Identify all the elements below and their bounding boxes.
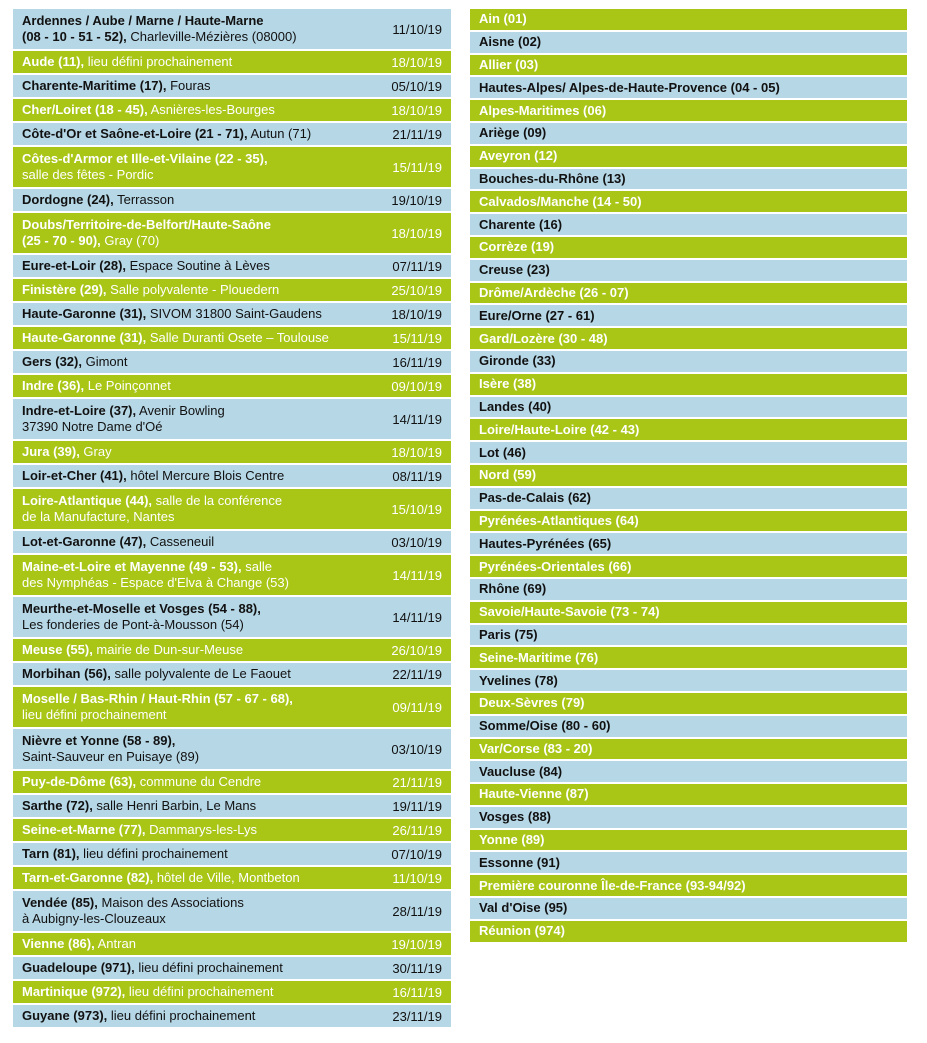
event-date: 19/10/19 [391, 192, 442, 208]
department-name: Pyrénées-Atlantiques (64) [479, 512, 639, 528]
venue: commune du Cendre [136, 774, 262, 789]
table-row [13, 555, 451, 597]
list-item [470, 397, 907, 420]
list-item [470, 533, 907, 556]
venue: Gray (70) [100, 233, 160, 248]
list-item [470, 351, 907, 374]
venue-line2: de la Manufacture, Nantes [22, 509, 175, 524]
table-row [13, 375, 451, 399]
event-date: 15/10/19 [391, 501, 442, 517]
department-name: Alpes-Maritimes (06) [479, 102, 607, 118]
department-name: Vosges (88) [479, 809, 552, 825]
department-name: Val d'Oise (95) [479, 900, 568, 916]
venue: Gimont [81, 354, 128, 369]
department-name: Essonne (91) [479, 854, 560, 870]
department-name: Doubs/Territoire-de-Belfort/Haute-Saône [22, 217, 271, 232]
list-item [470, 191, 907, 214]
table-row [13, 351, 451, 375]
table-row [13, 327, 451, 351]
venue: lieu défini prochainement [134, 960, 283, 975]
list-item [470, 77, 907, 100]
right-departments-list [470, 9, 907, 944]
list-item [470, 146, 907, 169]
event-date: 15/11/19 [392, 159, 442, 175]
department-name: Réunion (974) [479, 923, 565, 939]
table-row [13, 957, 451, 981]
venue: Avenir Bowling [136, 403, 225, 418]
department-name: Tarn (81), [22, 846, 80, 861]
department-name: Vaucluse (84) [479, 763, 563, 779]
venue: lieu défini prochainement [125, 984, 274, 999]
venue: Antran [94, 936, 136, 951]
event-date: 21/11/19 [392, 126, 442, 142]
list-item [470, 328, 907, 351]
event-date: 16/11/19 [392, 984, 442, 1000]
table-row [13, 771, 451, 795]
event-date: 18/10/19 [391, 306, 442, 322]
department-name: Nord (59) [479, 467, 537, 483]
table-row [13, 255, 451, 279]
table-row [13, 531, 451, 555]
table-row [13, 819, 451, 843]
list-item [470, 921, 907, 944]
event-date: 16/11/19 [392, 354, 442, 370]
list-item [470, 511, 907, 534]
department-name: Lot-et-Garonne (47), [22, 534, 147, 549]
list-item [470, 556, 907, 579]
list-item [470, 739, 907, 762]
event-date: 11/10/19 [392, 21, 442, 37]
department-name: Charente (16) [479, 216, 563, 232]
table-row [13, 729, 451, 771]
table-row [13, 189, 451, 213]
department-name: Ariège (09) [479, 125, 547, 141]
table-row [13, 123, 451, 147]
event-date: 18/10/19 [391, 102, 442, 118]
department-name: Ardennes / Aube / Marne / Haute-Marne [22, 13, 264, 28]
list-item [470, 419, 907, 442]
table-row [13, 663, 451, 687]
venue: Dammarys-les-Lys [145, 822, 258, 837]
table-row [13, 1005, 451, 1029]
table-row [13, 441, 451, 465]
venue: lieu défini prochainement [107, 1008, 256, 1023]
department-name: Somme/Oise (80 - 60) [479, 718, 611, 734]
left-events-table [13, 9, 451, 1029]
department-name: Tarn-et-Garonne (82), [22, 870, 154, 885]
department-name: Guyane (973), [22, 1008, 108, 1023]
department-name: Haute-Garonne (31), [22, 330, 147, 345]
list-item [470, 442, 907, 465]
event-date: 03/10/19 [391, 741, 442, 757]
list-item [470, 875, 907, 898]
venue-line2: des Nymphéas - Espace d'Elva à Change (53) [22, 575, 289, 590]
department-name: Indre (36), [22, 378, 85, 393]
event-date: 05/10/19 [391, 78, 442, 94]
venue: salle [241, 559, 272, 574]
list-item [470, 169, 907, 192]
event-date: 15/11/19 [392, 330, 442, 346]
department-name: Lot (46) [479, 444, 526, 460]
department-name: Seine-Maritime (76) [479, 649, 599, 665]
venue-line2: lieu défini prochainement [22, 707, 167, 722]
department-name: Aisne (02) [479, 34, 542, 50]
table-row [13, 213, 451, 255]
list-item [470, 283, 907, 306]
event-date: 18/10/19 [391, 444, 442, 460]
department-name: Nièvre et Yonne (58 - 89), [22, 733, 176, 748]
department-name: Haute-Garonne (31), [22, 306, 147, 321]
department-name: Gironde (33) [479, 353, 556, 369]
list-item [470, 123, 907, 146]
venue: salle de la conférence [152, 493, 283, 508]
venue: salle Henri Barbin, Le Mans [92, 798, 257, 813]
department-name: Meuse (55), [22, 642, 93, 657]
table-row [13, 399, 451, 441]
department-name: Eure-et-Loir (28), [22, 258, 127, 273]
list-item [470, 716, 907, 739]
department-name: Ain (01) [479, 11, 527, 27]
department-name: Gers (32), [22, 354, 82, 369]
venue: Salle polyvalente - Plouedern [106, 282, 280, 297]
table-row [13, 51, 451, 75]
department-name: Moselle / Bas-Rhin / Haut-Rhin (57 - 67 - 68), [22, 691, 293, 706]
event-date: 07/11/19 [392, 258, 442, 274]
list-item [470, 807, 907, 830]
department-name: Morbihan (56), [22, 666, 111, 681]
venue: Espace Soutine à Lèves [126, 258, 270, 273]
table-row [13, 465, 451, 489]
venue-line2: salle des fêtes - Pordic [22, 167, 154, 182]
event-date: 26/10/19 [391, 642, 442, 658]
department-name: Var/Corse (83 - 20) [479, 740, 593, 756]
venue-line2: 37390 Notre Dame d'Oé [22, 419, 163, 434]
department-name: Allier (03) [479, 56, 539, 72]
department-name: Loire-Atlantique (44), [22, 493, 153, 508]
department-name: Martinique (972), [22, 984, 126, 999]
department-name: Yonne (89) [479, 832, 545, 848]
venue: mairie de Dun-sur-Meuse [92, 642, 244, 657]
event-date: 26/11/19 [392, 822, 442, 838]
table-row [13, 303, 451, 327]
department-name: Vienne (86), [22, 936, 95, 951]
list-item [470, 214, 907, 237]
department-name: Pyrénées-Orientales (66) [479, 558, 632, 574]
list-item [470, 305, 907, 328]
event-date: 09/10/19 [391, 378, 442, 394]
table-row [13, 597, 451, 639]
table-row [13, 843, 451, 867]
department-name: Loire/Haute-Loire (42 - 43) [479, 421, 640, 437]
event-date: 25/10/19 [391, 282, 442, 298]
list-item [470, 465, 907, 488]
event-date: 18/10/19 [391, 225, 442, 241]
department-name: Pas-de-Calais (62) [479, 490, 591, 506]
event-date: 19/11/19 [392, 798, 442, 814]
event-date: 28/11/19 [392, 903, 442, 919]
department-name: Indre-et-Loire (37), [22, 403, 137, 418]
event-date: 11/10/19 [392, 870, 442, 886]
event-date: 21/11/19 [392, 774, 442, 790]
department-name: Première couronne Île-de-France (93-94/92) [479, 877, 746, 893]
department-name: Aveyron (12) [479, 148, 558, 164]
table-row [13, 867, 451, 891]
event-date: 03/10/19 [391, 534, 442, 550]
event-date: 07/10/19 [391, 846, 442, 862]
department-name: Vendée (85), [22, 895, 98, 910]
event-date: 14/11/19 [392, 411, 442, 427]
department-name: Rhône (69) [479, 581, 547, 597]
department-name: Isère (38) [479, 376, 537, 392]
list-item [470, 761, 907, 784]
department-name: Guadeloupe (971), [22, 960, 135, 975]
table-row [13, 147, 451, 189]
venue: Gray [79, 444, 112, 459]
table-row [13, 687, 451, 729]
event-date: 14/11/19 [392, 609, 442, 625]
list-item [470, 237, 907, 260]
event-date: 22/11/19 [392, 666, 442, 682]
department-name: Côtes-d'Armor et Ille-et-Vilaine (22 - 35), [22, 151, 268, 166]
list-item [470, 647, 907, 670]
department-name: Meurthe-et-Moselle et Vosges (54 - 88), [22, 601, 261, 616]
event-date: 18/10/19 [391, 54, 442, 70]
department-name: Cher/Loiret (18 - 45), [22, 102, 148, 117]
venue: Terrasson [113, 192, 175, 207]
table-row [13, 75, 451, 99]
table-row [13, 279, 451, 303]
venue: SIVOM 31800 Saint-Gaudens [146, 306, 322, 321]
department-name: Loir-et-Cher (41), [22, 468, 127, 483]
venue: Salle Duranti Osete – Toulouse [146, 330, 329, 345]
department-name: Drôme/Ardèche (26 - 07) [479, 284, 629, 300]
list-item [470, 784, 907, 807]
venue: Casseneuil [146, 534, 215, 549]
department-name: Yvelines (78) [479, 672, 558, 688]
table-row [13, 891, 451, 933]
department-name: Sarthe (72), [22, 798, 93, 813]
list-item [470, 55, 907, 78]
department-name: Hautes-Alpes/ Alpes-de-Haute-Provence (04 - 05) [479, 79, 780, 95]
venue: Charleville-Mézières (08000) [126, 29, 297, 44]
venue: Maison des Associations [97, 895, 244, 910]
department-name: Eure/Orne (27 - 61) [479, 307, 595, 323]
department-name: Aude (11), [22, 54, 85, 69]
list-item [470, 602, 907, 625]
department-name: Côte-d'Or et Saône-et-Loire (21 - 71), [22, 126, 248, 141]
venue: Autun (71) [247, 126, 312, 141]
department-name: Finistère (29), [22, 282, 107, 297]
list-item [470, 260, 907, 283]
department-name: Hautes-Pyrénées (65) [479, 535, 612, 551]
department-name: Creuse (23) [479, 262, 550, 278]
department-name: Calvados/Manche (14 - 50) [479, 193, 642, 209]
list-item [470, 9, 907, 32]
venue: hôtel de Ville, Montbeton [153, 870, 300, 885]
department-name: Bouches-du-Rhône (13) [479, 170, 626, 186]
venue-line2: à Aubigny-les-Clouzeaux [22, 911, 166, 926]
table-row [13, 795, 451, 819]
venue: Asnières-les-Bourges [147, 102, 275, 117]
venue: Fouras [166, 78, 211, 93]
department-name-line2: (08 - 10 - 51 - 52), [22, 29, 127, 44]
list-item [470, 374, 907, 397]
department-name: Gard/Lozère (30 - 48) [479, 330, 608, 346]
department-name: Savoie/Haute-Savoie (73 - 74) [479, 604, 660, 620]
table-row [13, 933, 451, 957]
list-item [470, 898, 907, 921]
list-item [470, 32, 907, 55]
list-item [470, 488, 907, 511]
table-row [13, 489, 451, 531]
department-name: Corrèze (19) [479, 239, 555, 255]
department-name-line2: (25 - 70 - 90), [22, 233, 101, 248]
event-date: 08/11/19 [392, 468, 442, 484]
department-name: Haute-Vienne (87) [479, 786, 589, 802]
department-name: Dordogne (24), [22, 192, 114, 207]
table-row [13, 639, 451, 663]
department-name: Paris (75) [479, 626, 538, 642]
list-item [470, 693, 907, 716]
event-date: 19/10/19 [391, 936, 442, 952]
event-date: 09/11/19 [392, 699, 442, 715]
venue: salle polyvalente de Le Faouet [110, 666, 291, 681]
venue: lieu défini prochainement [79, 846, 228, 861]
list-item [470, 670, 907, 693]
venue-line2: Saint-Sauveur en Puisaye (89) [22, 749, 200, 764]
list-item [470, 852, 907, 875]
table-row [13, 981, 451, 1005]
event-date: 30/11/19 [392, 960, 442, 976]
department-name: Landes (40) [479, 398, 552, 414]
list-item [470, 579, 907, 602]
table-row [13, 9, 451, 51]
department-name: Puy-de-Dôme (63), [22, 774, 137, 789]
list-item [470, 625, 907, 648]
list-item [470, 830, 907, 853]
venue: Le Poinçonnet [84, 378, 171, 393]
event-date: 23/11/19 [392, 1008, 442, 1024]
department-name: Maine-et-Loire et Mayenne (49 - 53), [22, 559, 242, 574]
event-date: 14/11/19 [392, 567, 442, 583]
venue-line2: Les fonderies de Pont-à-Mousson (54) [22, 617, 244, 632]
venue: lieu défini prochainement [84, 54, 233, 69]
department-name: Charente-Maritime (17), [22, 78, 167, 93]
venue: hôtel Mercure Blois Centre [126, 468, 285, 483]
department-name: Jura (39), [22, 444, 80, 459]
table-row [13, 99, 451, 123]
department-name: Seine-et-Marne (77), [22, 822, 146, 837]
list-item [470, 100, 907, 123]
department-name: Deux-Sèvres (79) [479, 695, 585, 711]
